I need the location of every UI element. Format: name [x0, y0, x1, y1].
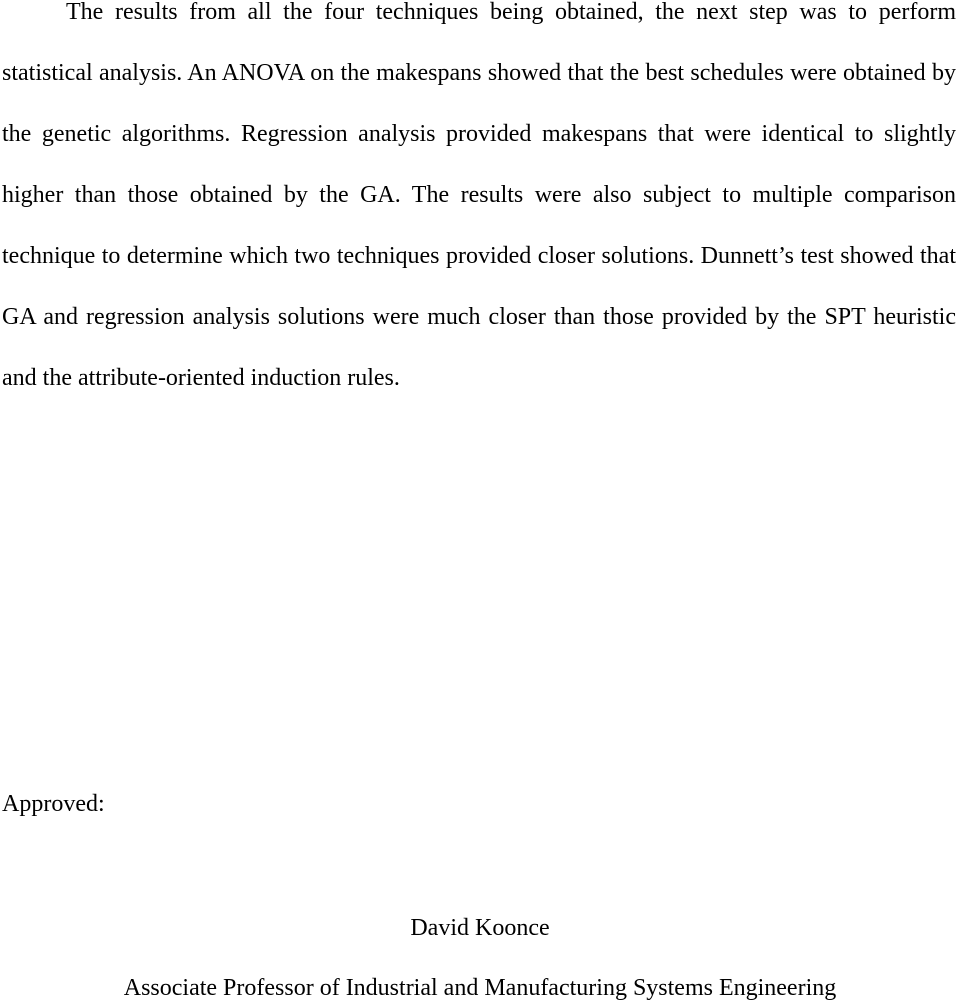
signer-name: David Koonce — [410, 915, 550, 941]
signer-title: Associate Professor of Industrial and Manufacturing Systems Engineering — [123, 975, 837, 1001]
approved-label: Approved: — [2, 791, 105, 817]
body-paragraph: The results from all the four techniques being obtained, the next step was to perform statistical analysis. An ANOVA on the makespans showed that the best schedules were obtained by the genetic algorithms. Regression analysis provided makespans that were identical to slightly higher than those obtained by the GA. The results were also subject to multiple comparison technique to determine which two techniques provided closer solutions. Dunnett’s test showed that GA and regression analysis solutions were much closer than those provided by the SPT heuristic and the attribute-oriented induction rules. — [2, 0, 956, 391]
